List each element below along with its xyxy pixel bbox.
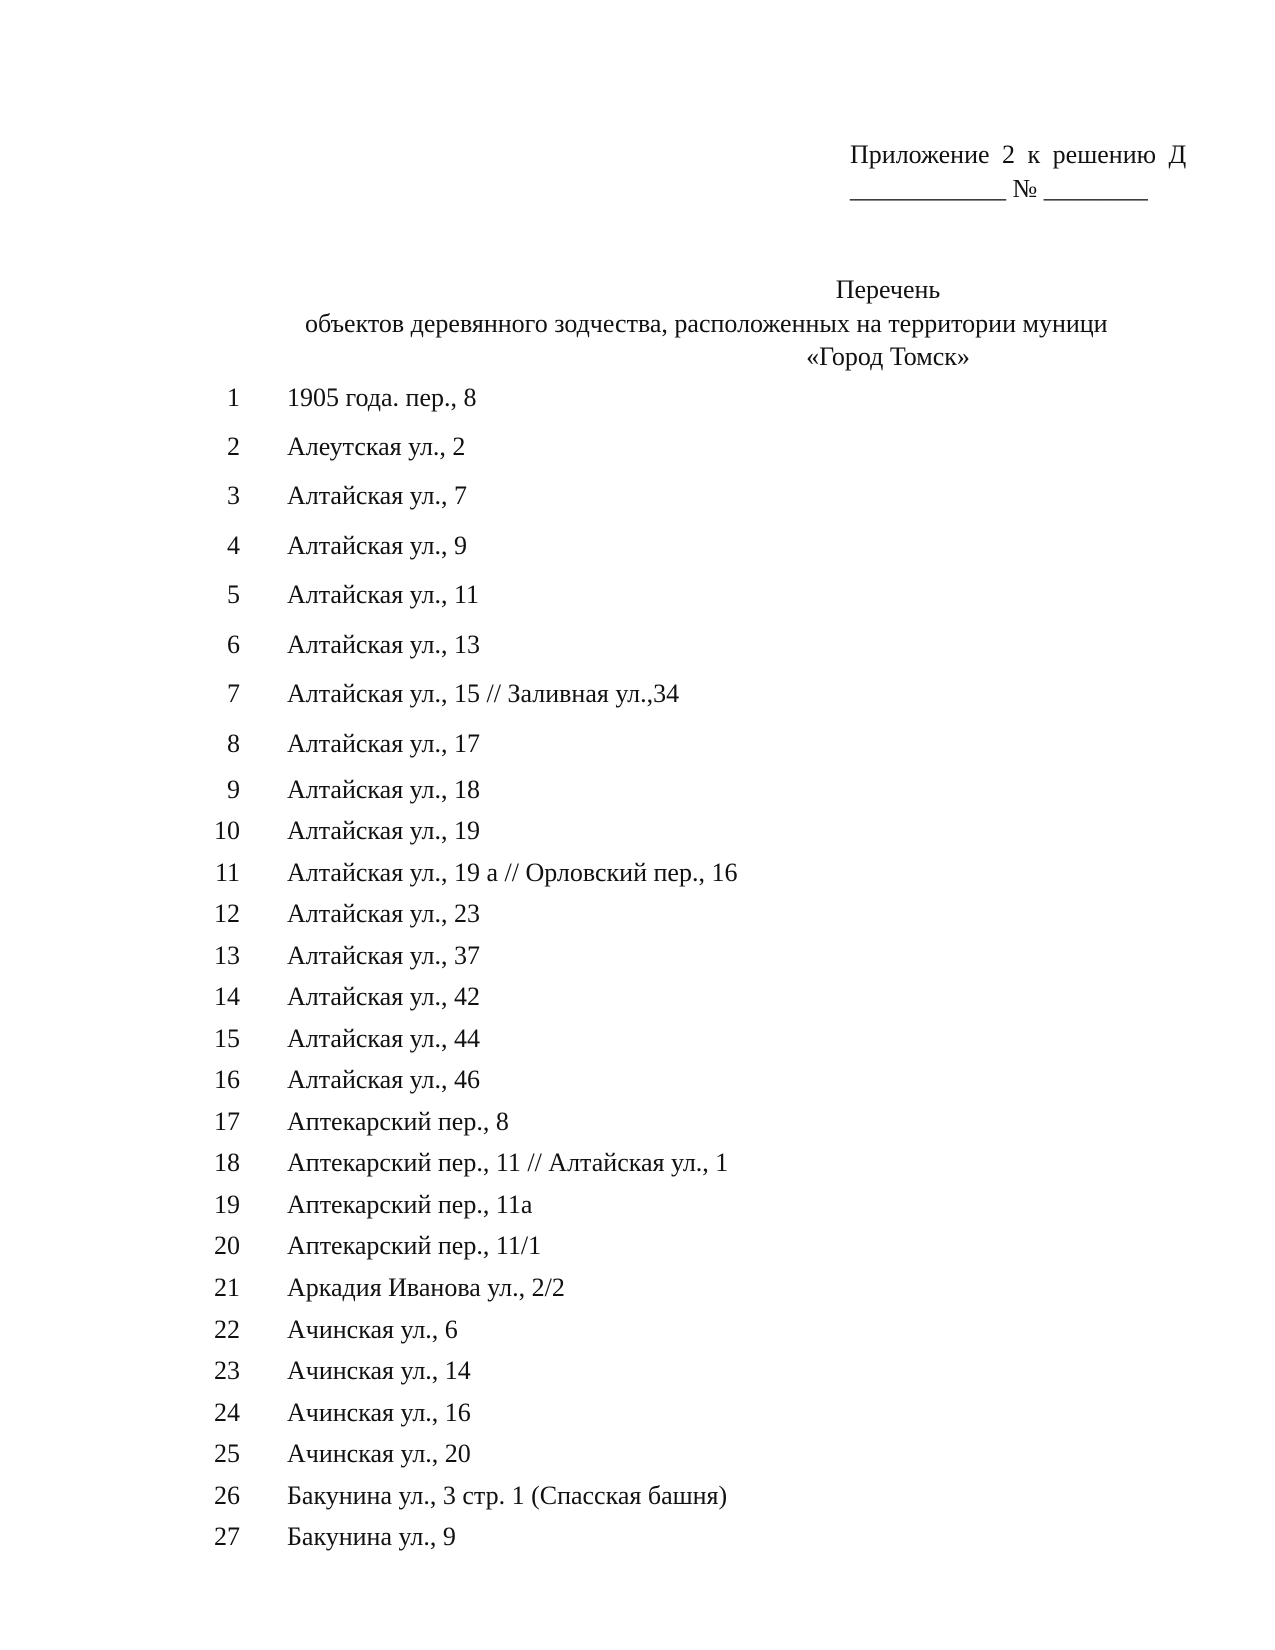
item-number: 27 (214, 1522, 240, 1551)
item-address: Алтайская ул., 18 (287, 775, 480, 804)
item-address: Алтайская ул., 46 (287, 1065, 480, 1094)
item-number: 12 (214, 899, 240, 928)
item-number: 10 (214, 816, 240, 845)
item-address: Алтайская ул., 42 (287, 982, 480, 1011)
item-number: 22 (214, 1315, 240, 1344)
title-line-3: «Город Томск» (806, 342, 970, 371)
item-number: 6 (227, 630, 240, 659)
item-address: Аптекарский пер., 11/1 (287, 1231, 542, 1260)
item-number: 3 (227, 481, 240, 510)
item-address: Алтайская ул., 19 а // Орловский пер., 16 (287, 858, 738, 887)
annex-line: Приложение 2 к решению Д (850, 140, 1187, 169)
item-number: 8 (227, 729, 240, 758)
item-number: 25 (214, 1439, 240, 1468)
item-address: 1905 года. пер., 8 (287, 383, 477, 412)
title-line-1: Перечень (835, 275, 941, 304)
item-address: Алтайская ул., 7 (287, 481, 467, 510)
item-address: Ачинская ул., 6 (287, 1315, 458, 1344)
item-number: 2 (227, 432, 240, 461)
item-address: Бакунина ул., 3 стр. 1 (Спасская башня) (287, 1481, 728, 1510)
item-address: Алтайская ул., 11 (287, 580, 480, 609)
item-number: 26 (214, 1481, 240, 1510)
item-number: 19 (214, 1190, 240, 1219)
item-address: Алтайская ул., 13 (287, 630, 480, 659)
item-number: 1 (227, 383, 240, 412)
item-address: Аркадия Иванова ул., 2/2 (287, 1273, 565, 1302)
item-number: 23 (214, 1356, 240, 1385)
item-address: Аптекарский пер., 8 (287, 1107, 509, 1136)
item-address: Алтайская ул., 15 // Заливная ул.,34 (287, 679, 680, 708)
item-number: 18 (214, 1148, 240, 1177)
item-number: 13 (214, 941, 240, 970)
item-number: 4 (227, 531, 240, 560)
item-address: Алтайская ул., 19 (287, 816, 480, 845)
item-number: 16 (214, 1065, 240, 1094)
item-number: 21 (214, 1273, 240, 1302)
item-address: Алтайская ул., 37 (287, 941, 480, 970)
item-number: 17 (214, 1107, 240, 1136)
item-number: 7 (227, 679, 240, 708)
item-number: 9 (227, 775, 240, 804)
item-address: Ачинская ул., 20 (287, 1439, 471, 1468)
item-address: Алтайская ул., 44 (287, 1024, 480, 1053)
title-line-2: объектов деревянного зодчества, расположенных на территории муници (305, 309, 1108, 338)
item-address: Бакунина ул., 9 (287, 1522, 456, 1551)
item-address: Аптекарский пер., 11 // Алтайская ул., 1 (287, 1148, 729, 1177)
item-number: 5 (227, 580, 240, 609)
item-address: Аптекарский пер., 11а (287, 1190, 533, 1219)
item-address: Алеутская ул., 2 (287, 432, 466, 461)
item-address: Ачинская ул., 16 (287, 1398, 471, 1427)
item-number: 24 (214, 1398, 240, 1427)
number-line: ____________ № ________ (850, 174, 1148, 203)
item-number: 20 (214, 1231, 240, 1260)
item-number: 15 (214, 1024, 240, 1053)
item-address: Алтайская ул., 17 (287, 729, 480, 758)
item-address: Ачинская ул., 14 (287, 1356, 471, 1385)
item-address: Алтайская ул., 9 (287, 531, 467, 560)
item-number: 14 (214, 982, 240, 1011)
item-address: Алтайская ул., 23 (287, 899, 480, 928)
item-number: 11 (214, 858, 240, 887)
